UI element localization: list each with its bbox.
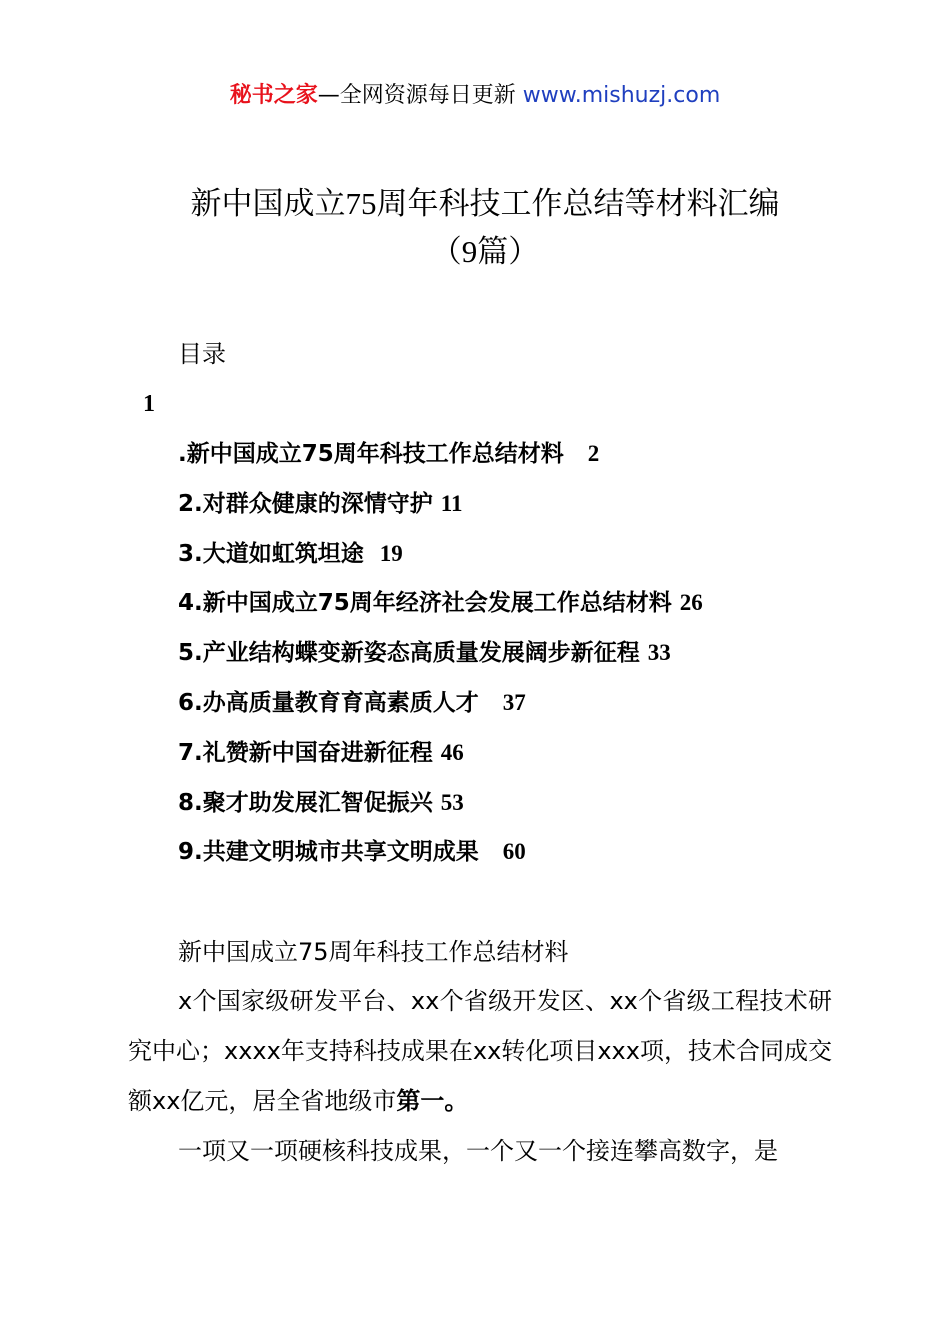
toc-item-text: 7.礼赞新中国奋进新征程 [178, 739, 433, 766]
toc-item[interactable] [178, 735, 703, 785]
toc-item-page: 60 [502, 839, 526, 865]
header-slogan: —全网资源每日更新 [317, 83, 523, 108]
paragraph-bold-text: 第一。 [396, 1087, 469, 1115]
toc-item[interactable] [178, 486, 703, 536]
toc-item-text: 9.共建文明城市共享文明成果 [178, 839, 479, 866]
toc-item-page: 19 [379, 540, 403, 566]
toc-item-page: 26 [679, 590, 703, 616]
toc-item[interactable] [178, 585, 703, 635]
toc-item-page: 53 [440, 789, 464, 815]
toc-item-text: 3.大道如虹筑坦途 [178, 540, 364, 567]
document-title [100, 180, 870, 276]
brand-name: 秘书之家 [229, 83, 318, 108]
title-close: 篇） [477, 234, 540, 270]
toc-heading: 目录 [178, 340, 226, 368]
toc-item[interactable] [178, 436, 703, 486]
toc-list [178, 436, 703, 884]
site-header [0, 80, 950, 112]
toc-item-text: 2.对群众健康的深情守护 [178, 490, 433, 517]
toc-item[interactable] [178, 685, 703, 735]
toc-item-page: 11 [440, 490, 463, 516]
toc-item-text: 4.新中国成立75周年经济社会发展工作总结材料 [178, 590, 672, 617]
toc-item-page: 37 [502, 689, 526, 715]
title-part1: 新中国成立 [190, 186, 346, 222]
toc-first-number: 1 [143, 391, 155, 417]
title-count: 9 [461, 234, 478, 269]
body-paragraph: 一项又一项硬核科技成果，一个又一个接连攀高数字，是 [178, 1137, 778, 1165]
paragraph-text: x个国家级研发平台、xx个省级开发区、xx个省级工程技术研究中心；xxxx年支持科技成果在xx转化项目xxx项，技术合同成交额xx亿元，居全省地级市 [128, 987, 832, 1115]
toc-item-text: 8.聚才助发展汇智促振兴 [178, 789, 433, 816]
toc-item[interactable] [178, 785, 703, 835]
title-part2: 周年科技工作总结等材料汇编 [376, 186, 780, 222]
toc-item[interactable] [178, 635, 703, 685]
title-number: 75 [345, 186, 377, 221]
toc-item[interactable] [178, 536, 703, 586]
toc-item-text: 5.产业结构蝶变新姿态高质量发展阔步新征程 [178, 640, 640, 667]
toc-item-text: 6.办高质量教育育高素质人才 [178, 689, 479, 716]
site-url-link[interactable]: www.mishuzj.com [522, 83, 721, 108]
toc-item-text: .新中国成立75周年科技工作总结材料 [178, 441, 564, 467]
toc-item[interactable] [178, 834, 703, 884]
toc-item-page: 33 [647, 640, 671, 666]
body-paragraph [128, 976, 832, 1126]
toc-item-page: 2 [587, 441, 600, 466]
title-open-paren: （ [430, 234, 462, 270]
toc-item-page: 46 [440, 739, 464, 765]
section-title: 新中国成立75周年科技工作总结材料 [178, 938, 569, 966]
